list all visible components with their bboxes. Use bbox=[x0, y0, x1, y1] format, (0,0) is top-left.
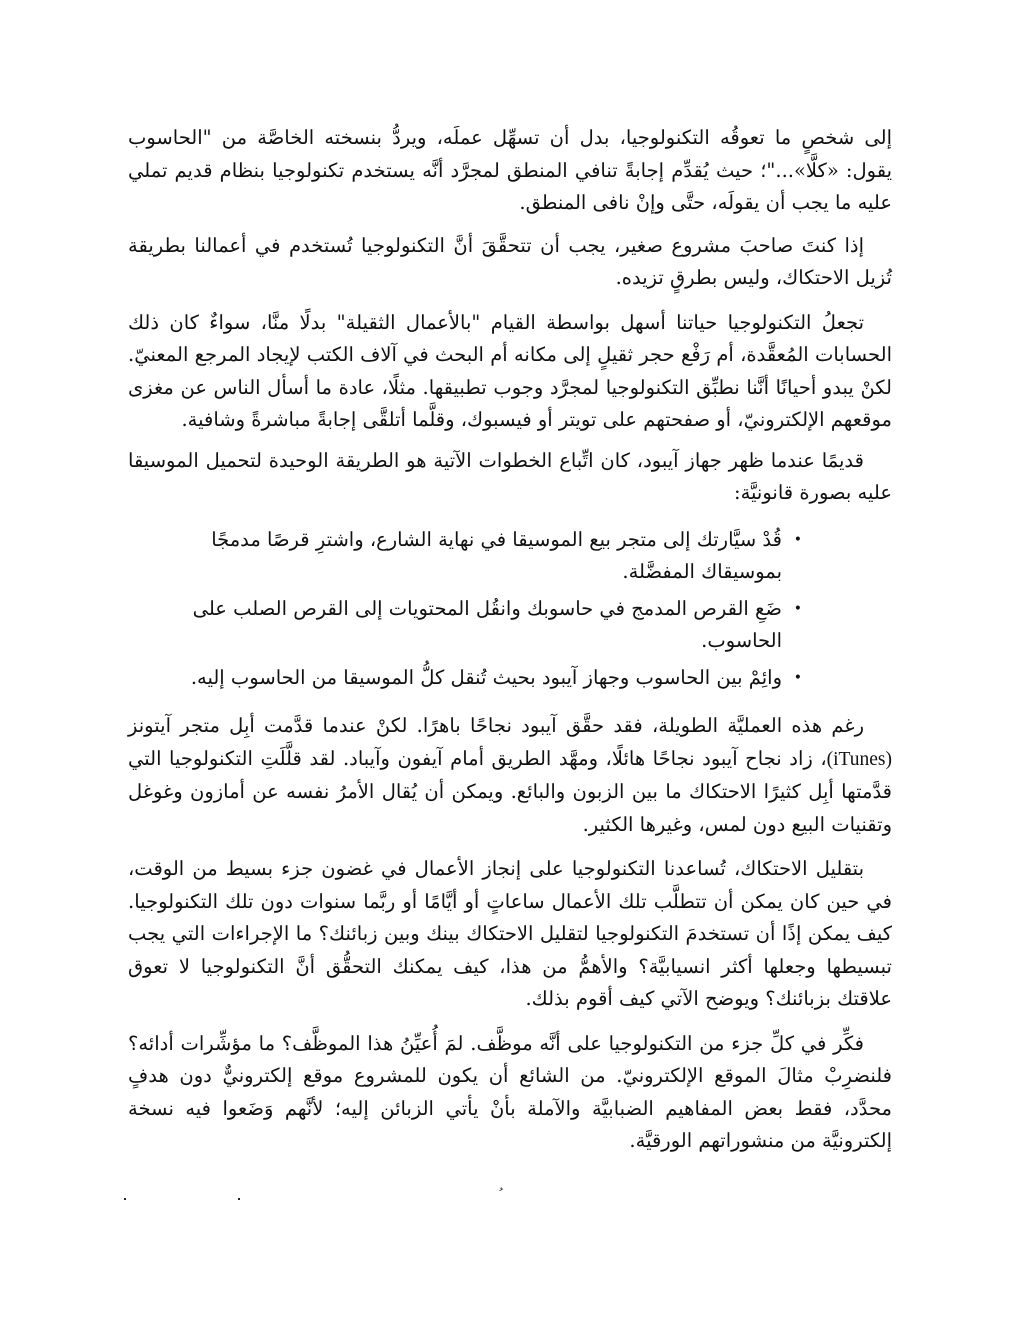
scan-speck bbox=[238, 1198, 240, 1200]
steps-list bbox=[128, 524, 892, 695]
paragraph-2: إذا كنتَ صاحبَ مشروع صغير، يجب أن تتحقَّقَ أنَّ التكنولوجيا تُستخدم في أعمالنا بطريقة تُزيل الاحتكاك، وليس بطرقٍ تزيده. bbox=[128, 233, 892, 289]
scan-artifacts bbox=[0, 1196, 1020, 1206]
bullet-icon: • bbox=[793, 600, 802, 617]
paragraph-4: قديمًا عندما ظهر جهاز آيبود، كان اتِّباع الخطوات الآتية هو الطريقة الوحيدة لتحميل الموسيقا عليه بصورة قانونيَّة: bbox=[128, 448, 892, 504]
list-item bbox=[128, 593, 802, 658]
list-item bbox=[128, 662, 802, 695]
bullet-icon: • bbox=[793, 669, 802, 686]
paragraph-3: تجعلُ التكنولوجيا حياتنا أسهل بواسطة القيام "بالأعمال الثقيلة" بدلًا منَّا، سواءٌ كان ذلك الحسابات المُعقَّدة، أم رَفْع حجر ثقيلٍ إلى مكانه أم البحث في آلاف الكتب لإيجاد المرجع المعنيّ. لكنْ يبدو أحيانًا أنَّنا نطبِّق التكنولوجيا لمجرَّد وجوب تطبيقها. مثلًا، عادة ما أسأل الناس عن مغزى موقعهم الإلكترونيّ، أو صفحتهم على تويتر أو فيسبوك، وقلَّما أتلقَّى إجابةً مباشرةً وشافية. bbox=[128, 310, 892, 431]
list-item bbox=[128, 524, 802, 589]
paragraph-1: إلى شخصٍ ما تعوقُه التكنولوجيا، بدل أن تسهِّل عملَه، ويردُّ بنسخته الخاصَّة من "الحاسوب يقول: «كلَّا»..."؛ حيث يُقدِّم إجابةً تنافي المنطق لمجرَّد أنَّه يستخدم تكنولوجيا بنظام قديم تملي عليه ما يجب أن يقولَه، حتَّى وإنْ نافى المنطق. bbox=[128, 126, 892, 214]
itunes-term: (iTunes) bbox=[826, 748, 892, 770]
paragraph-6: بتقليل الاحتكاك، تُساعدنا التكنولوجيا على إنجاز الأعمال في غضون جزء بسيط من الوقت، في حين كان يمكن أن تتطلَّب تلك الأعمال ساعاتٍ أو أيَّامًا أو ربَّما سنوات دون تلك التكنولوجيا. كيف يمكن إذًا أن تستخدمَ التكنولوجيا لتقليل الاحتكاك بينك وبين زبائنك؟ ما الإجراءات التي يجب تبسيطها وجعلها أكثر انسيابيَّة؟ والأهمُّ من هذا، كيف يمكنك التحقُّق أنَّ التكنولوجيا لا تعوق علاقتك بزبائنك؟ ويوضح الآتي كيف أقوم بذلك. bbox=[128, 857, 892, 1010]
paragraph-5-part-2: ، زاد نجاح آيبود نجاحًا هائلًا، ومهَّد الطريق أمام آيفون وآيباد. لقد قلَّلَتِ التكنولوجيا التي قدَّمتها أبِل كثيرًا الاحتكاك ما بين الزبون والبائع. ويمكن أن يُقال الأمرُ نفسه عن أمازون وغوغل وتقنيات البيع دون لمس، وغيرها الكثير. bbox=[128, 746, 892, 836]
list-item-text: وائِمْ بين الحاسوب وجهاز آيبود بحيث تُنقل كلُّ الموسيقا من الحاسوب إليه. bbox=[190, 665, 782, 689]
paragraph-7: فكِّر في كلِّ جزء من التكنولوجيا على أنَّه موظَّف. لمَ أُعيِّنُ هذا الموظَّف؟ ما مؤشِّرات أدائه؟ فلنضرِبْ مثالَ الموقع الإلكترونيّ. من الشائع أن يكون للمشروع موقع إلكترونيٌّ دون هدفٍ محدَّد، فقط بعض المفاهيم الضبابيَّة والآملة بأنْ يأتي الزبائن إليه؛ لأنَّهم وَضَعوا فيه نسخة إلكترونيَّة من منشوراتهم الورقيَّة. bbox=[128, 1031, 892, 1152]
paragraph-5-part-1: رغم هذه العمليَّة الطويلة، فقد حقَّق آيبود نجاحًا باهرًا. لكنْ عندما قدَّمت أبِل متجر آيتونز bbox=[128, 714, 864, 737]
scan-speck bbox=[124, 1198, 126, 1200]
list-item-text: قُدْ سيَّارتك إلى متجر بيع الموسيقا في نهاية الشارع، واشترِ قرصًا مدمجًا بموسيقاك المفضَّلة. bbox=[211, 527, 782, 583]
paragraph-5 bbox=[128, 710, 892, 841]
document-page bbox=[128, 122, 892, 1170]
list-item-text: ضَعِ القرص المدمج في حاسوبك وانقُل المحتويات إلى القرص الصلب على الحاسوب. bbox=[192, 596, 782, 652]
bullet-icon: • bbox=[793, 531, 802, 548]
